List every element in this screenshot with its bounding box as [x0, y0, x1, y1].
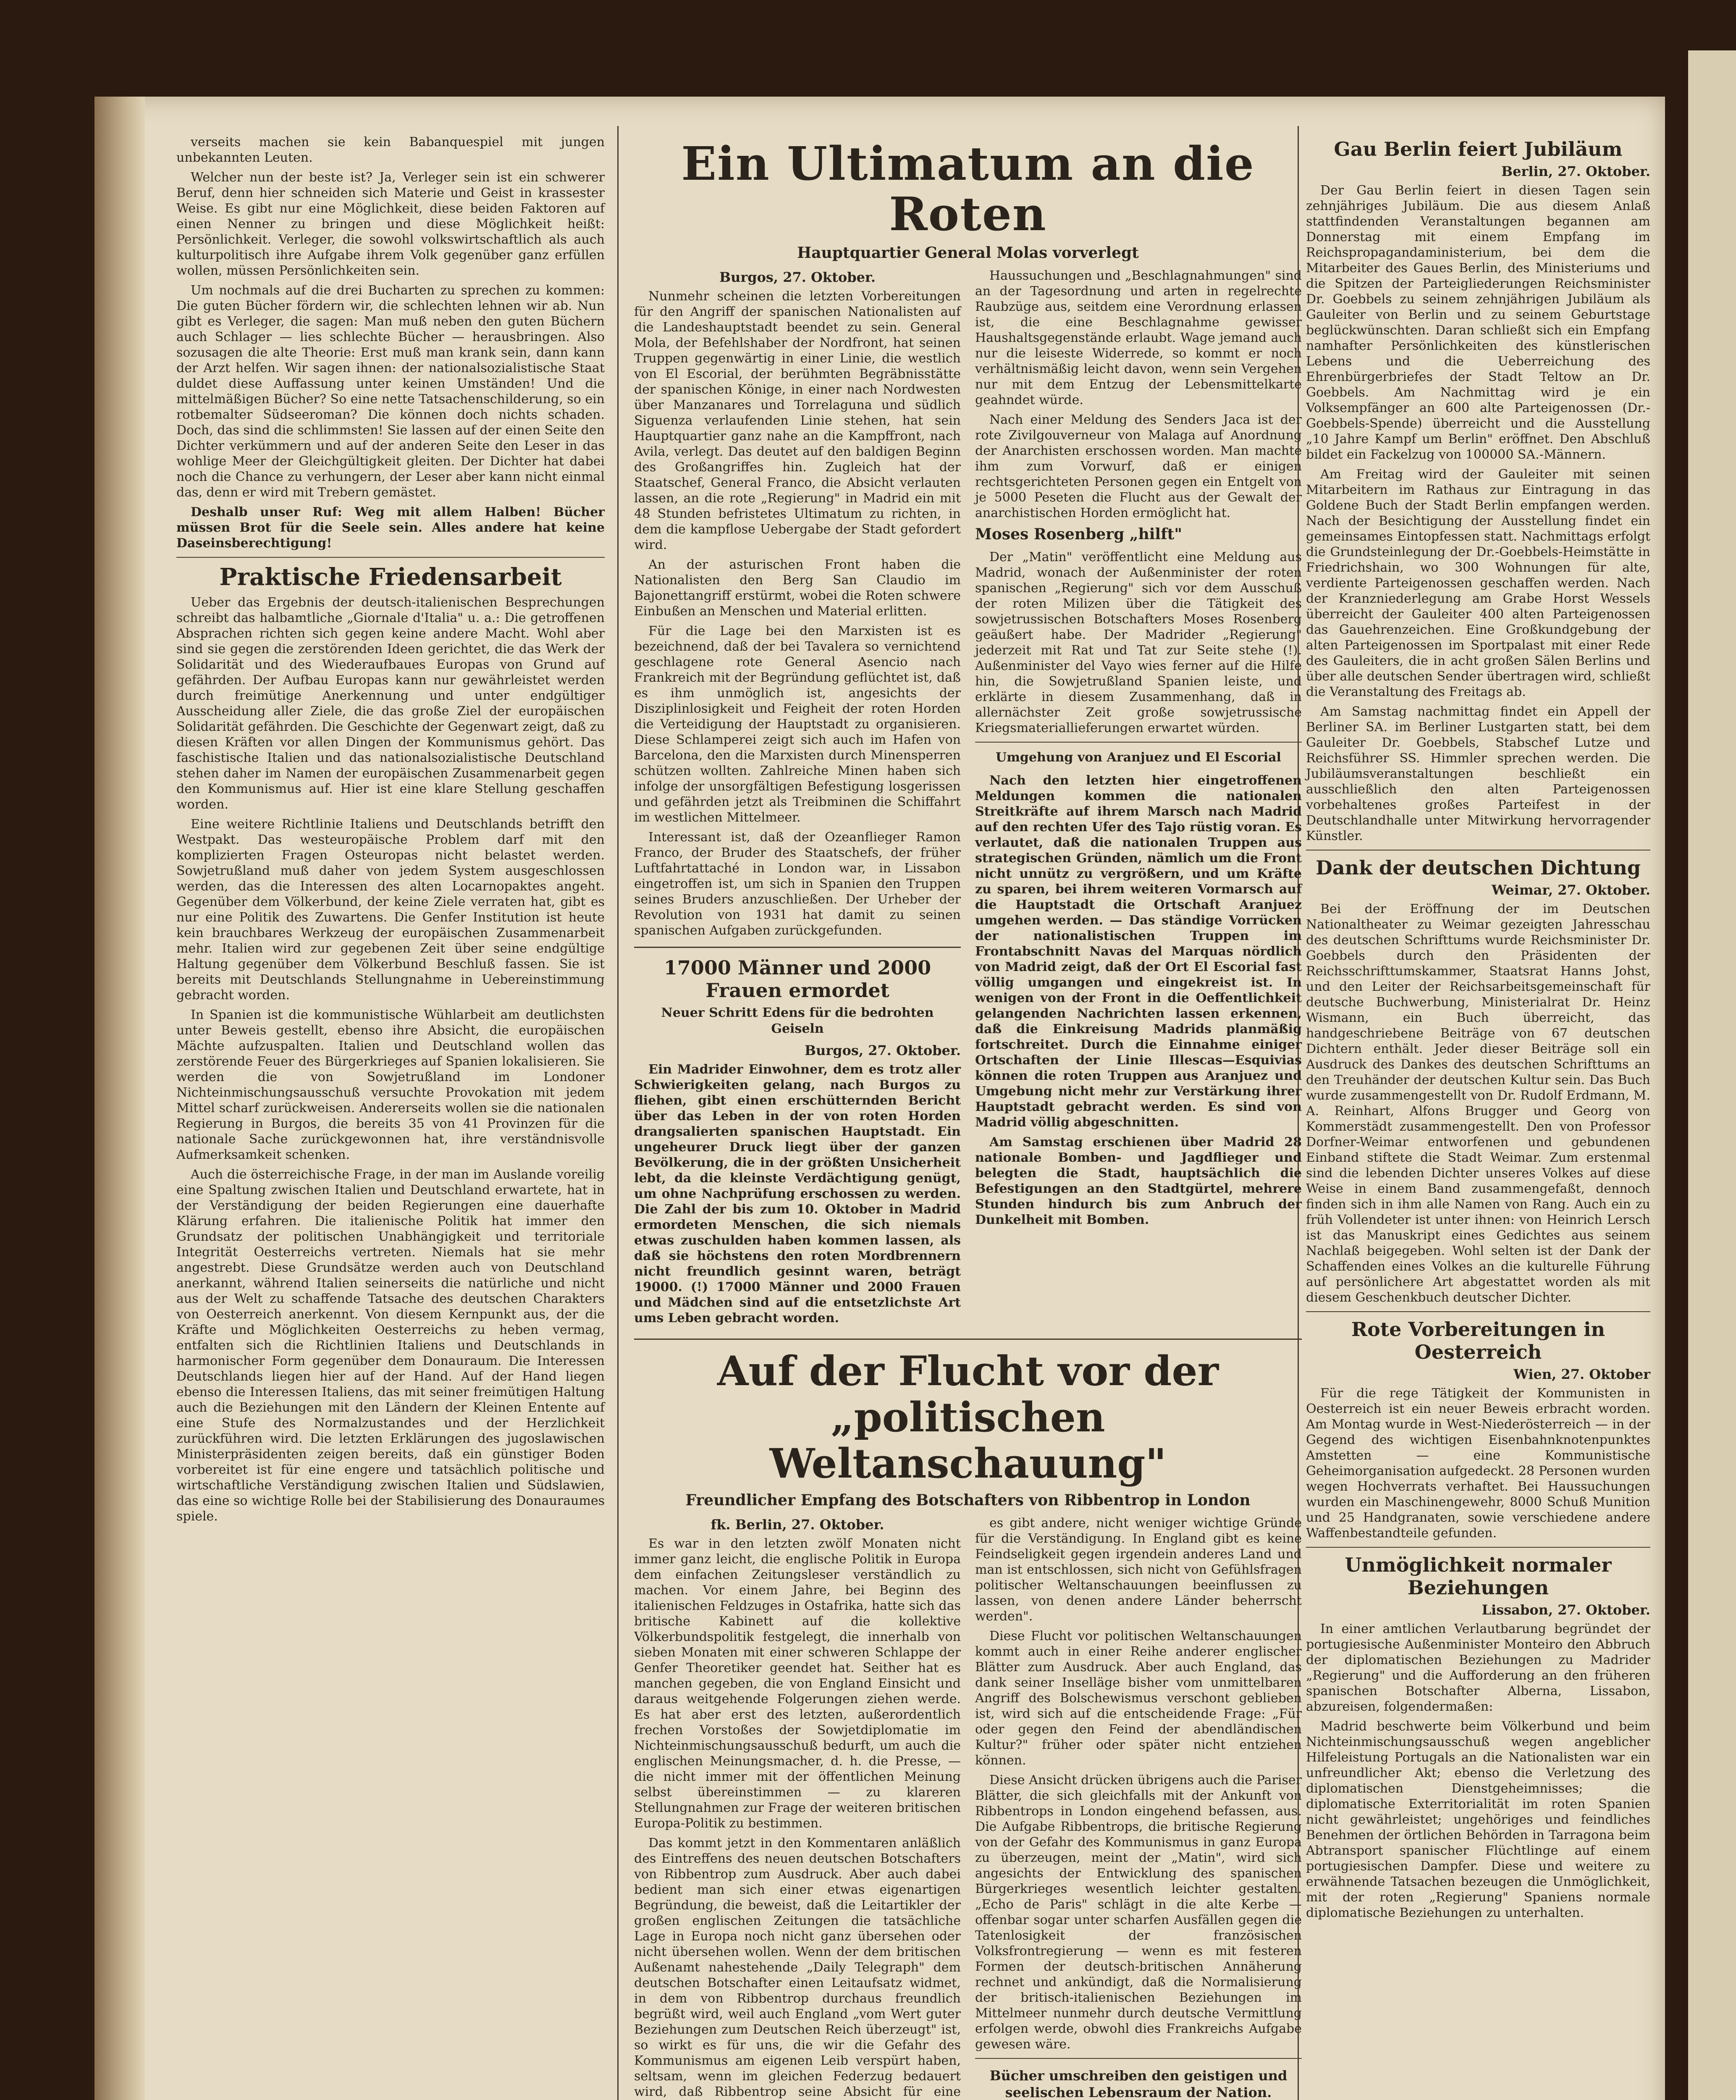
paragraph: Nach den letzten hier eingetroffenen Meldungen kommen die nationalen Streitkräfte auf ihrem Marsch nach Madrid auf den rechten Ufer des Tajo rüstig voran. Es verlautet, daß die nationalen Truppen aus strategischen Gründen, nämlich um die Front nicht unnütz zu vergrößern, und um Kräfte zu sparen, bei ihrem weiteren Vormarsch auf die Hauptstadt die Ortschaft Aranjuez umgehen werden. — Das ständige Vorrücken der nationalistischen Truppen im Frontabschnitt Navas del Marquas nördlich von Madrid zeigt, daß der Ort El Escorial fast völlig umgangen und eingekreist ist. In wenigen von der Front in die Oeffentlichkeit gelangenden Nachrichten lassen erkennen, daß die Einkreisung Madrids planmäßig fortschreitet. Durch die Einnahme einiger Ortschaften der Linie Illescas—Esquivias können die roten Truppen aus Aranjuez und Umgebung nicht mehr zur Verstärkung ihrer Hauptstadt gebracht werden. Es sind von Madrid völlig abgeschnitten.: [975, 773, 1302, 1130]
paragraph: Das kommt jetzt in den Kommentaren anläßlich des Eintreffens des neuen deutschen Botschafters von Ribbentrop zum Ausdruck. Aber auch dabei bedient man sich einer etwas eigenartigen Begründung, die beweist, daß die Leitartikler der großen englischen Zeitungen die tatsächliche Lage in Europa noch nicht ganz übersehen oder nicht übersehen wollen. Wenn der dem britischen Außenamt nahestehende „Daily Telegraph" dem deutschen Botschafter einen Leitaufsatz widmet, in dem von Ribbentrop durchaus freundlich begrüßt wird, weil auch England „vom Wert guter Beziehungen zum Deutschen Reich überzeugt" ist, so wirkt es für uns, die wir die Gefahr des Kommunismus am eigenen Leib verspürt haben, seltsam, wenn im gleichen Federzug bedauert wird, daß Ribbentrop seine Absicht für eine: [634, 1836, 961, 2099]
paragraph: Eine weitere Richtlinie Italiens und Deutschlands betrifft den Westpakt. Das westeuropäische Problem darf mit den komplizierten Fragen Osteuropas nicht belastet werden. Sowjetrußland muß daher von jedem System ausgeschlossen werden, das die Interessen des alten Locarnopaktes angeht. Gegenüber dem Völkerbund, der keine Ziele verraten hat, gibt es nur eine Politik des Zuwartens. Die Genfer Institution ist heute kein brauchbares Werkzeug der europäischen Zusammenarbeit mehr. Italien wird zur gegebenen Zeit über seine endgültige Haltung gegenüber dem Völkerbund Beschluß fassen. Sie ist bereits mit Deutschlands Stellungnahme in Uebereinstimmung gebracht worden.: [176, 817, 605, 1003]
paragraph: An der asturischen Front haben die Nationalisten den Berg San Claudio im Bajonettangriff erstürmt, wobei die Roten schwere Einbußen an Menschen und Material erlitten.: [634, 557, 961, 619]
divider: [1306, 1311, 1650, 1312]
dateline: Berlin, 27. Oktober.: [1501, 163, 1650, 179]
paragraph: Es war in den letzten zwölf Monaten nicht immer ganz leicht, die englische Politik in Europa dem einfachen Zeitungsleser verständlich zu machen. Vor einem Jahre, bei Beginn des italienischen Feldzuges in Ostafrika, hatte sich das britische Kabinett auf die kollektive Völkerbundspolitik festgelegt, die innerhalb von sieben Monaten mit einer schweren Schlappe der Genfer Theoretiker geendet hat. Seither hat es manchen gegeben, die von England Einsicht und daraus weitgehende Folgerungen ziehen werde. Es hat aber erst des letzten, außerordentlich frechen Vorstoßes der Sowjetdiplomatie im Nichteinmischungsausschuß bedurft, um auch die englischen Meinungsmacher, d. h. die Presse, — die nicht immer mit der öffentlichen Meinung selbst übereinstimmen — zu klareren Stellungnahmen zur Frage der weiteren britischen Europa-Politik zu bestimmen.: [634, 1536, 961, 1831]
paragraph: Der „Matin" veröffentlicht eine Meldung aus Madrid, wonach der Außenminister der roten spanischen „Regierung" sich vor dem Ausschuß der roten Milizen über die Tätigkeit des sowjetrussischen Botschafters Moses Rosenberg geäußert habe. Der Madrider „Regierung" jederzeit mit Rat und Tat zur Seite stehe (!). Außenminister del Vayo wies ferner auf die Hilfe hin, die Sowjetrußland Spanien leiste, und erklärte in diesem Zusammenhang, daß in allernächster Zeit große sowjetrussische Kriegsmateriallieferungen erwartet würden.: [975, 550, 1302, 735]
paragraph: verseits machen sie kein Babanquespiel mit jungen unbekannten Leuten.: [176, 135, 605, 165]
paragraph: In einer amtlichen Verlautbarung begründet der portugiesische Außenminister Monteiro den Abbruch der diplomatischen Beziehungen zu Madrider „Regierung" und die Aufforderung an den früheren spanischen Botschafter Alberna, Lissabon, abzureisen, folgendermaßen:: [1306, 1622, 1650, 1714]
divider: [975, 2058, 1302, 2059]
paragraph: Am Samstag erschienen über Madrid 28 nationale Bomben- und Jagdflieger und belegten die Stadt, hauptsächlich die Befestigungen an den Stadtgürtel, mehrere Stunden hindurch bis zum Anbruch der Dunkelheit mit Bomben.: [975, 1135, 1302, 1227]
paragraph: Welcher nun der beste ist? Ja, Verleger sein ist ein schwerer Beruf, denn hier schneiden sich Materie und Geist in krassester Weise. Es gibt nur eine Möglichkeit, diese beiden Faktoren auf einen Nenner zu bringen und diese Möglichkeit heißt: Persönlichkeit. Verleger, die sowohl volkswirtschaftlich als auch kulturpolitisch ihre Aufgabe ihrem Volk gegenüber ganz erfüllen wollen, müssen Persönlichkeiten sein.: [176, 170, 605, 278]
paragraph: Auch die österreichische Frage, in der man im Auslande voreilig eine Spaltung zwischen Italien und Deutschland erwartete, hat in der Verständigung der beiden Regierungen eine dauerhafte Klärung erfahren. Die italienische Politik hat immer den Grundsatz der politischen Unabhängigkeit und territoriale Integrität Oesterreichs vertreten. Niemals hat sie mehr angestrebt. Diese Grundsätze werden auch von Deutschland anerkannt, während Italien seinerseits die natürliche und nicht aus der Welt zu schaffende Tatsache des deutschen Charakters von Oesterreich anerkennt. Von diesem Kernpunkt aus, der die Kräfte und Möglichkeiten Oesterreichs zu heben vermag, entfalten sich die Richtlinien Italiens und Deutschlands in harmonischer Form gegenüber dem Donauraum. Die Interessen Deutschlands liegen hier auf der Hand. Auf der Hand liegen ebenso die Interessen Italiens, das mit seiner freimütigen Haltung auch die Beziehungen mit den Ländern der Kleinen Entente auf eine Stufe des Normalzustandes und der Herzlichkeit zurückführen wird. Die letzten Erklärungen des jugoslawischen Ministerpräsidenten zeigen bereits, daß ein günstiger Boden vorbereitet ist für eine engere und tatsächlich politische und wirtschaftliche Verständigung zwischen Italien und Südslawien, das eine so wichtige Rolle bei der Stabilisierung des Donauraumes spiele.: [176, 1167, 605, 1524]
paragraph: Am Samstag nachmittag findet ein Appell der Berliner SA. im Berliner Lustgarten statt, bei dem Gauleiter Dr. Goebbels, Stabschef Lutze und Reichsführer SS. Himmler sprechen werden. Die Jubiläumsveranstaltungen beschließt ein ausschließlich den alten Parteigenossen vorbehaltenes großes Parteifest in der Deutschlandhalle unter Mitwirkung hervorragender Künstler.: [1306, 704, 1650, 843]
divider: [634, 1339, 1302, 1340]
paragraph: Für die rege Tätigkeit der Kommunisten in Oesterreich ist ein neuer Beweis erbracht worden. Am Montag wurde in West-Niederösterreich — in der Gegend des wichtigen Eisenbahnknotenpunktes Amstetten — eine Kommunistische Geheimorganisation aufgedeckt. 28 Personen wurden wegen Hochverrats verhaftet. Bei Haussuchungen wurden ein Maschinengewehr, 8000 Schuß Munition und 25 Handgranaten, sowie verschiedene andere Waffenbestandteile gefunden.: [1306, 1386, 1650, 1541]
divider: [176, 557, 605, 558]
paragraph: Haussuchungen und „Beschlagnahmungen" sind an der Tagesordnung und arten in regelrechte Raubzüge aus, seitdem eine Verordnung erlassen ist, die eine Beschlagnahme gewisser Haushaltsgegenstände erlaubt. Wage jemand auch nur die leiseste Widerrede, so kommt er noch verhältnismäßig leicht davon, wenn sein Vergehen nur mit dem Entzug der Lebensmittelkarte geahndet würde.: [975, 268, 1302, 407]
quote: Bücher umschreiben den geistigen und seelischen Lebensraum der Nation.: [989, 2068, 1288, 2100]
subheadline-geiseln: Neuer Schritt Edens für die bedrohten Geiseln: [661, 1005, 934, 1036]
paragraph: Ueber das Ergebnis der deutsch-italienischen Besprechungen schreibt das halbamtliche „Giornale d'Italia" u. a.: Die getroffenen Absprachen richten sich gegen keine andere Macht. Wohl aber sind sie gegen die zerstörenden Ideen gerichtet, die das Werk der Solidarität und des Wiederaufbaues Europas von Grund auf gefährden. Der Aufbau Europas kann nur gewährleistet werden durch freimütige Anerkennung und unter endgültiger Ausscheidung aller Ziele, die das große Ziel der europäischen Solidarität gefährden. Die Geschichte der Gegenwart zeigt, daß zu diesen Kräften vor allen Dingen der Kommunismus gehört. Das faschistische Italien und das nationalsozialistische Deutschland stehen daher im Namen der europäischen Zusammenarbeit gegen den Kommunismus auf. Hier ist eine klare Stellung geschaffen worden.: [176, 595, 605, 812]
column-right: [1306, 134, 1650, 1925]
subheadline-ribbentrop: Freundlicher Empfang des Botschafters von Ribbentrop in London: [685, 1491, 1251, 1509]
paragraph: Nach einer Meldung des Senders Jaca ist der rote Zivilgouverneur von Malaga auf Anordnung der Anarchisten erschossen worden. Man machte ihm zum Vorwurf, daß er einigen rechtsgerichteten Personen gegen ein Entgelt von je 5000 Peseten die Flucht aus der Gewalt der anarchistischen Horden ermöglicht hat.: [975, 412, 1302, 520]
paragraph: Der Gau Berlin feiert in diesen Tagen sein zehnjähriges Jubiläum. Die aus diesem Anlaß stattfindenden Veranstaltungen begannen am Donnerstag mit einem Empfang im Reichspropagandaministerium, bei dem die Mitarbeiter des Gaues Berlin, des Ministeriums und die Spitzen der Parteigliederungen Reichsminister Dr. Goebbels zu seinem zehnjährigen Jubiläum als Gauleiter von Berlin und zu seinem Geburtstage beglückwünschten. Daran schließt sich ein Empfang namhafter Persönlichkeiten des künstlerischen Lebens und die Ueberreichung des Ehrenbürgerbriefes der Stadt Teltow an Dr. Goebbels. Am Nachmittag wird je ein Volksempfänger an 600 alte Parteigenossen (Dr.-Goebbels-Spende) überreicht und die Ausstellung „10 Jahre Kampf um Berlin" eröffnet. Den Abschluß bildet ein Fackelzug von 100000 SA.-Männern.: [1306, 183, 1650, 462]
headline-aranjuez: Umgehung von Aranjuez und El Escorial: [996, 750, 1281, 765]
headline-dichtung: Dank der deutschen Dichtung: [1315, 856, 1641, 879]
paragraph: Um nochmals auf die drei Bucharten zu sprechen zu kommen: Die guten Bücher fördern wir, die schlechten lehnen wir ab. Nun gibt es Verleger, die sagen: Man muß neben den guten Büchern auch Schlager — lies schlechte Bücher — herausbringen. Also sozusagen die alte Theorie: Erst muß man krank sein, dann kann der Arzt helfen. Wir sagen ihnen: der nationalsozialistische Staat duldet diese Auffassung unter keinen Umständen! Und die mittelmäßigen Bücher? So eine nette Tatsachenschilderung, so ein rotbemalter Südseeroman? Die können doch nichts schaden. Doch, das sind die schlimmsten! Sie lassen auf der einen Seite den Dichter verkümmern und auf der anderen Seite den Leser in das wohlige Meer der Gleichgültigkeit gleiten. Der Dichter hat dabei noch die Chance zu verhungern, der Leser aber kann nicht einmal das, denn er wird mit Trebern gemästet.: [176, 283, 605, 500]
paragraph: Diese Ansicht drücken übrigens auch die Pariser Blätter, die sich gleichfalls mit der Ankunft von Ribbentrops in London eingehend befassen, aus. Die Aufgabe Ribbentrops, die britische Regierung von der Gefahr des Kommunismus in ganz Europa zu überzeugen, meint der „Matin", wird sich angesichts der Entwicklung des spanischen Bürgerkrieges wesentlich leichter gestalten. „Echo de Paris" schlägt in die alte Kerbe — offenbar sogar unter scharfen Ausfällen gegen die Tatenlosigkeit der französischen Volksfrontregierung — wenn es mit festeren Formen der deutsch-britischen Annäherung rechnet und ankündigt, daß die Normalisierung der britisch-italienischen Beziehungen im Mittelmeer nunmehr durch deutsche Vermittlung erfolgen werde, obwohl dies Frankreichs Aufgabe gewesen wäre.: [975, 1773, 1302, 2052]
paragraph: Für die Lage bei den Marxisten ist es bezeichnend, daß der bei Tavalera so vernichtend geschlagene rote General Asencio nach Frankreich mit der Begründung geflüchtet ist, daß es ihm unmöglich ist, angesichts der Disziplinlosigkeit und Feigheit der roten Horden die Verteidigung der Hauptstadt zu organisieren. Diese Schlamperei zeigt sich auch im Hafen von Barcelona, den die Marxisten durch Minensperren schützen wollten. Zahlreiche Minen haben sich infolge der unsorgfältigen Befestigung losgerissen und gefährden jetzt als Treibminen die Schiffahrt im westlichen Mittelmeer.: [634, 624, 961, 825]
dateline: Burgos, 27. Oktober.: [805, 1042, 961, 1058]
divider: [1306, 1547, 1650, 1548]
headline-rosenberg: Moses Rosenberg „hilft": [975, 525, 1182, 543]
weltanschauung-article: [634, 1515, 1302, 2100]
dateline: fk. Berlin, 27. Oktober.: [711, 1517, 884, 1533]
headline-oesterreich: Rote Vorbereitungen in Oesterreich: [1351, 1318, 1605, 1363]
paragraph: Interessant ist, daß der Ozeanflieger Ramon Franco, der Bruder des Staatschefs, der früher Luftfahrtattaché in London war, in Lissabon eingetroffen ist, um sich in Spanien den Truppen seines Bruders anzuschließen. Der Urheber der Revolution von 1931 hat damit zu seinen spanischen Aufgaben zurückgefunden.: [634, 830, 961, 938]
headline-ermordet: 17000 Männer und 2000 Frauen ermordet: [663, 956, 931, 1002]
headline-weltanschauung: Auf der Flucht vor der „politischen Weltanschauung": [717, 1347, 1219, 1487]
paragraph: Am Freitag wird der Gauleiter mit seinen Mitarbeitern im Rathaus zur Eintragung in das Goldene Buch der Stadt Berlin empfangen werden. Nach der Besichtigung der Ausstellung findet ein gemeinsames Eintopfessen statt. Nachmittags erfolgt die Grundsteinlegung der Dr.-Goebbels-Heimstätte in Friedrichshain, wo 300 Wohnungen für alte, verdiente Parteigenossen geschaffen werden. Nach der Kranzniederlegung am Grabe Horst Wessels überreicht der Gauleiter 400 alten Parteigenossen das Gauehrenzeichen. Eine Großkundgebung der alten Parteigenossen im Sportpalast mit einer Rede des Gauleiters, die in acht großen Sälen Berlins und über alle deutschen Sender übertragen wird, schließt die Veranstaltung des Freitags ab.: [1306, 467, 1650, 699]
dateline: Lissabon, 27. Oktober.: [1482, 1602, 1650, 1618]
paragraph: Ein Madrider Einwohner, dem es trotz aller Schwierigkeiten gelang, nach Burgos zu fliehen, gibt einen erschütternden Bericht über das Leben in der von roten Horden drangsalierten spanischen Hauptstadt. Ein ungeheurer Druck liegt über der ganzen Bevölkerung, die in der größten Unsicherheit lebt, da die kleinste Verdächtigung genügt, um ohne Nachprüfung erschossen zu werden. Die Zahl der bis zum 10. Oktober in Madrid ermordeten Menschen, die sich niemals etwas zuschulden haben kommen lassen, als daß sie höchstens den roten Mordbrennern nicht freundlich gesinnt waren, beträgt 19000. (!) 17000 Männer und 2000 Frauen und Mädchen sind auf die entsetzlichste Art ums Leben gebracht worden.: [634, 1062, 961, 1326]
paragraph: Deshalb unser Ruf: Weg mit allem Halben! Bücher müssen Brot für die Seele sein. Alles andere hat keine Daseinsberechtigung!: [176, 505, 605, 551]
paragraph: Diese Flucht vor politischen Weltanschauungen kommt auch in einer Reihe anderer englischer Blätter zum Ausdruck. Aber auch England, das dank seiner Inselläge bisher vom unmittelbaren Angriff des Bolschewismus verschont geblieben ist, wird sich auf die entscheidende Frage: „Für oder gegen den Feind der abendländischen Kultur?" früher oder später nicht entziehen können.: [975, 1629, 1302, 1768]
headline-beziehungen: Unmöglichkeit normaler Beziehungen: [1345, 1554, 1612, 1599]
dateline: Wien, 27. Oktober: [1513, 1366, 1650, 1382]
paragraph: In Spanien ist die kommunistische Wühlarbeit am deutlichsten unter Beweis gestellt, ebenso ihre Absicht, die europäischen Mächte aufzuspalten. Italien und Deutschland wollen das zerstörende Feuer des Bürgerkrieges auf Spanien lokalisieren. Sie werden die von Sowjetrußland im Londoner Nichteinmischungsausschuß versuchte Provokation mit jedem Mittel scharf zurückweisen. Andererseits wollen sie die nationalen Regierung in Burgos, die bereits 35 von 41 Provinzen für die nationale Sache zurückgewonnen hat, ihre verständnisvolle Aufmerksamkeit schenken.: [176, 1008, 605, 1162]
paragraph: Bei der Eröffnung der im Deutschen Nationaltheater zu Weimar gezeigten Jahresschau des deutschen Schrifttums wurde Reichsminister Dr. Goebbels durch den Präsidenten der Reichsschrifttumskammer, Staatsrat Hanns Johst, und den Leiter der Reichsarbeitsgemeinschaft für deutsche Buchwerbung, Ministerialrat Dr. Heinz Wismann, ein Buch überreicht, das handgeschriebene Beiträge von 67 deutschen Dichtern enthält. Jeder dieser Beiträge soll ein Ausdruck des Dankes des deutschen Schrifttums an den Treuhänder der deutschen Kultur sein. Das Buch wurde zusammengestellt von Dr. Rudolf Erdmann, M. A. Reinhart, Alfons Brugger und Georg von Kommerstädt zusammengestellt. Den von Professor Dorfner-Weimar entworfenen und gebundenen Einband stiftete die Stadt Weimar. Zum erstenmal sind die lebenden Dichter unseres Volkes auf diese Weise in einem Band zusammengefaßt, dennoch finden sich in ihm alle Namen von Rang. Auch ein zu früh Vollendeter ist unter ihnen: von Heinrich Lersch ist das Manuskript eines Gedichtes aus seinem Nachlaß beigegeben. Wohl selten ist der Dank der Schaffenden eines Volkes an die kulturelle Führung auf persönlichere Art abgestattet worden als mit diesem Geschenkbuch deutscher Dichter.: [1306, 902, 1650, 1305]
subheadline-ultimatum: Hauptquartier General Molas vorverlegt: [797, 244, 1139, 262]
paragraph: Nunmehr scheinen die letzten Vorbereitungen für den Angriff der spanischen Nationalisten auf die Landeshauptstadt beendet zu sein. General Mola, der Befehlshaber der Nordfront, hat seinen Truppen gegenwärtig in einer Linie, die westlich von El Escorial, der berühmten Begräbnisstätte der spanischen Könige, in einer nach Nordwesten über Manzanares und Torrelaguna und südlich Siguenza verlaufenden Linie stehen, hat sein Hauptquartier ganz nahe an die Kampffront, nach Avila, verlegt. Das deutet auf den baldigen Beginn des Großangriffes hin. Zugleich hat der Staatschef, General Franco, die Absicht verlauten lassen, an die rote „Regierung" in Madrid ein mit 48 Stunden befristetes Ultimatum zu richten, in dem die kampflose Uebergabe der Stadt gefordert wird.: [634, 289, 961, 552]
dateline: Burgos, 27. Oktober.: [719, 269, 876, 285]
divider: [634, 947, 961, 948]
ultimatum-article: [634, 268, 1302, 1330]
paragraph: Madrid beschwerte beim Völkerbund und beim Nichteinmischungsausschuß wegen angeblicher Hilfeleistung Portugals an die Nationalisten war ein unfreundlicher Akt; ebenso die Verletzung des diplomatischen Dienstgeheimnisses; die diplomatische Exterritorialität im roten Spanien nicht gewährleistet; ungehöriges und feindliches Benehmen der örtlichen Behörden in Tarragona beim Abtransport spanischer Flüchtlinge auf einem portugiesischen Dampfer. Diese und weitere zu erwähnende Tatsachen bezeugen die Unmöglichkeit, mit der roten „Regierung" Spaniens normale diplomatische Beziehungen zu unterhalten.: [1306, 1719, 1650, 1920]
headline-friedensarbeit: Praktische Friedensarbeit: [219, 563, 562, 591]
paragraph: es gibt andere, nicht weniger wichtige Gründe für die Verständigung. In England gibt es keine Feindseligkeit gegen irgendein anderes Land und man ist entschlossen, sich nicht von Gefühlsfragen politischer Weltanschauungen beeinflussen zu lassen, von denen andere Länder beherrscht werden".: [975, 1516, 1302, 1624]
adjacent-page-edge: [1688, 50, 1736, 2100]
column-center: [634, 134, 1302, 2100]
headline-gau-berlin: Gau Berlin feiert Jubiläum: [1334, 138, 1623, 160]
dateline: Weimar, 27. Oktober.: [1491, 882, 1650, 898]
headline-ultimatum: Ein Ultimatum an die Roten: [681, 136, 1255, 241]
column-left: [176, 134, 605, 1528]
book-binding-edge: [94, 97, 145, 2100]
column-rule-1: [617, 126, 619, 2100]
divider: [975, 742, 1302, 743]
